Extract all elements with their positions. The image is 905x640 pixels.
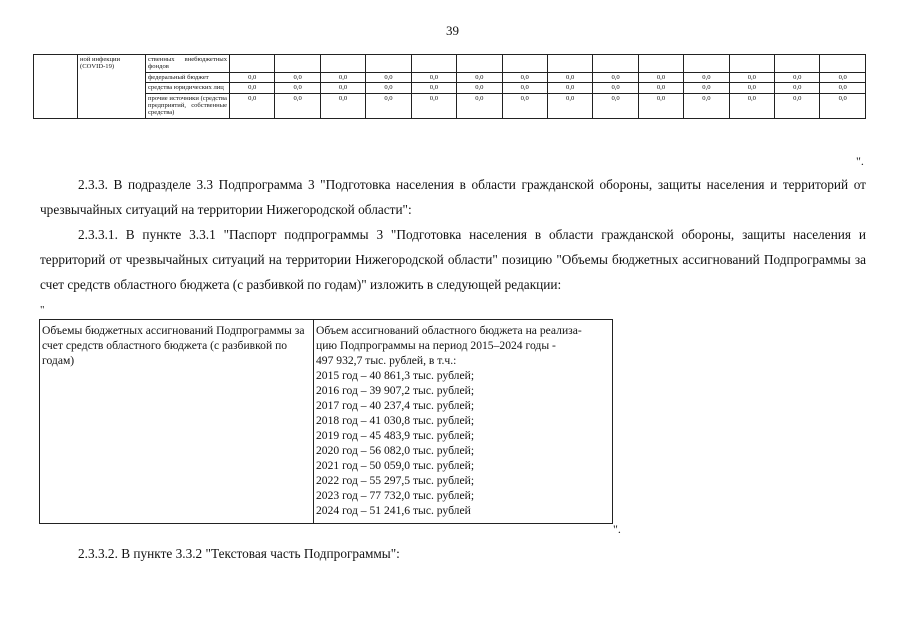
- value-cell: [411, 55, 456, 73]
- value-cell: [593, 55, 638, 73]
- value-cell: 0,0: [457, 93, 502, 118]
- value-cell: 0,0: [411, 83, 456, 93]
- value-cell: 0,0: [729, 83, 774, 93]
- value-cell: [547, 55, 592, 73]
- value-cell: 0,0: [547, 83, 592, 93]
- value-cell: 0,0: [684, 72, 729, 82]
- value-cell: [275, 55, 320, 73]
- page-number: 39: [446, 23, 459, 38]
- value-cell: [320, 55, 365, 73]
- value-cell: 0,0: [320, 83, 365, 93]
- passport-left-cell: Объемы бюджетных ассигнований Подпрограммы за счет средств областного бюджета (с разбивкой по годам): [40, 320, 314, 524]
- value-cell: [638, 55, 683, 73]
- value-cell: 0,0: [411, 93, 456, 118]
- value-cell: 0,0: [547, 72, 592, 82]
- value-cell: 0,0: [638, 83, 683, 93]
- budget-fragment-table: [33, 54, 866, 119]
- passport-line: 2021 год – 50 059,0 тыс. рублей;: [316, 459, 475, 472]
- value-cell: 0,0: [502, 83, 547, 93]
- value-cell: 0,0: [502, 93, 547, 118]
- passport-right-cell: [314, 320, 613, 524]
- value-cell: 0,0: [593, 72, 638, 82]
- value-cell: 0,0: [638, 72, 683, 82]
- value-cell: [729, 55, 774, 73]
- opening-quote-mark: ": [40, 304, 45, 316]
- value-cell: 0,0: [275, 93, 320, 118]
- value-cell: 0,0: [593, 83, 638, 93]
- value-cell: [366, 55, 411, 73]
- value-cell: 0,0: [457, 72, 502, 82]
- paragraph-2-3-3: 2.3.3. В подразделе 3.3 Подпрограмма 3 "Подготовка населения в области гражданской обороны, защиты населения и территорий от чрезвычайных ситуаций на территории Нижегородской области":: [40, 177, 866, 217]
- passport-line: 2015 год – 40 861,3 тыс. рублей;: [316, 369, 475, 382]
- paragraph-2-3-3-2: 2.3.3.2. В пункте 3.3.2 "Текстовая часть Подпрограммы":: [78, 546, 400, 561]
- funding-source-cell: средства юридических лиц: [146, 83, 230, 93]
- value-cell: 0,0: [729, 72, 774, 82]
- passport-line: 2024 год – 51 241,6 тыс. рублей: [316, 504, 471, 517]
- value-cell: 0,0: [729, 93, 774, 118]
- value-cell: 0,0: [820, 72, 866, 82]
- value-cell: 0,0: [366, 72, 411, 82]
- value-cell: 0,0: [230, 83, 275, 93]
- value-cell: 0,0: [775, 93, 820, 118]
- value-cell: [775, 55, 820, 73]
- passport-line: 2020 год – 56 082,0 тыс. рублей;: [316, 444, 475, 457]
- value-cell: 0,0: [275, 83, 320, 93]
- passport-line: 2016 год – 39 907,2 тыс. рублей;: [316, 384, 475, 397]
- passport-line: 2017 год – 40 237,4 тыс. рублей;: [316, 399, 475, 412]
- measure-name-cell: ной инфекции (COVID-19): [78, 55, 146, 119]
- passport-line: 2019 год – 45 483,9 тыс. рублей;: [316, 429, 475, 442]
- table-row: [34, 83, 866, 93]
- funding-source-cell: прочие источники (средства предприятий, собственные средства): [146, 93, 230, 118]
- value-cell: 0,0: [820, 83, 866, 93]
- value-cell: 0,0: [275, 72, 320, 82]
- value-cell: 0,0: [684, 83, 729, 93]
- value-cell: 0,0: [366, 93, 411, 118]
- closing-quote-mark: ".: [856, 154, 864, 168]
- value-cell: 0,0: [820, 93, 866, 118]
- paragraph-2-3-3-1: 2.3.3.1. В пункте 3.3.1 "Паспорт подпрограммы 3 "Подготовка населения в области гражданской обороны, защиты населения и территорий от чрезвычайных ситуаций на территории Нижегородской области" позицию "Объемы бюджетных ассигнований Подпрограммы за счет средств областного бюджета (с разбивкой по годам)" изложить в следующей редакции:: [40, 227, 866, 292]
- funding-source-cell: федеральный бюджет: [146, 72, 230, 82]
- row-number-cell: [34, 55, 78, 119]
- value-cell: 0,0: [230, 93, 275, 118]
- value-cell: 0,0: [547, 93, 592, 118]
- value-cell: [684, 55, 729, 73]
- value-cell: 0,0: [411, 72, 456, 82]
- value-cell: 0,0: [320, 93, 365, 118]
- passport-line: 2018 год – 41 030,8 тыс. рублей;: [316, 414, 475, 427]
- passport-line: Объем ассигнований областного бюджета на реализа-: [316, 324, 582, 337]
- value-cell: [502, 55, 547, 73]
- value-cell: 0,0: [320, 72, 365, 82]
- passport-line: 2022 год – 55 297,5 тыс. рублей;: [316, 474, 475, 487]
- closing-quote-mark: ".: [613, 522, 621, 536]
- value-cell: 0,0: [457, 83, 502, 93]
- value-cell: [230, 55, 275, 73]
- table-row: [34, 72, 866, 82]
- value-cell: [457, 55, 502, 73]
- value-cell: 0,0: [638, 93, 683, 118]
- value-cell: 0,0: [775, 83, 820, 93]
- passport-line: цию Подпрограммы на период 2015–2024 годы -: [316, 339, 556, 352]
- value-cell: 0,0: [502, 72, 547, 82]
- table-row: [34, 93, 866, 118]
- value-cell: [820, 55, 866, 73]
- table-row: [34, 55, 866, 73]
- passport-line: 2023 год – 77 732,0 тыс. рублей;: [316, 489, 475, 502]
- value-cell: 0,0: [366, 83, 411, 93]
- value-cell: 0,0: [230, 72, 275, 82]
- passport-position-table: [39, 319, 613, 524]
- value-cell: 0,0: [775, 72, 820, 82]
- value-cell: 0,0: [593, 93, 638, 118]
- passport-line: 497 932,7 тыс. рублей, в т.ч.:: [316, 354, 457, 367]
- funding-source-cell: ственных внебюджетных фондов: [146, 55, 230, 73]
- value-cell: 0,0: [684, 93, 729, 118]
